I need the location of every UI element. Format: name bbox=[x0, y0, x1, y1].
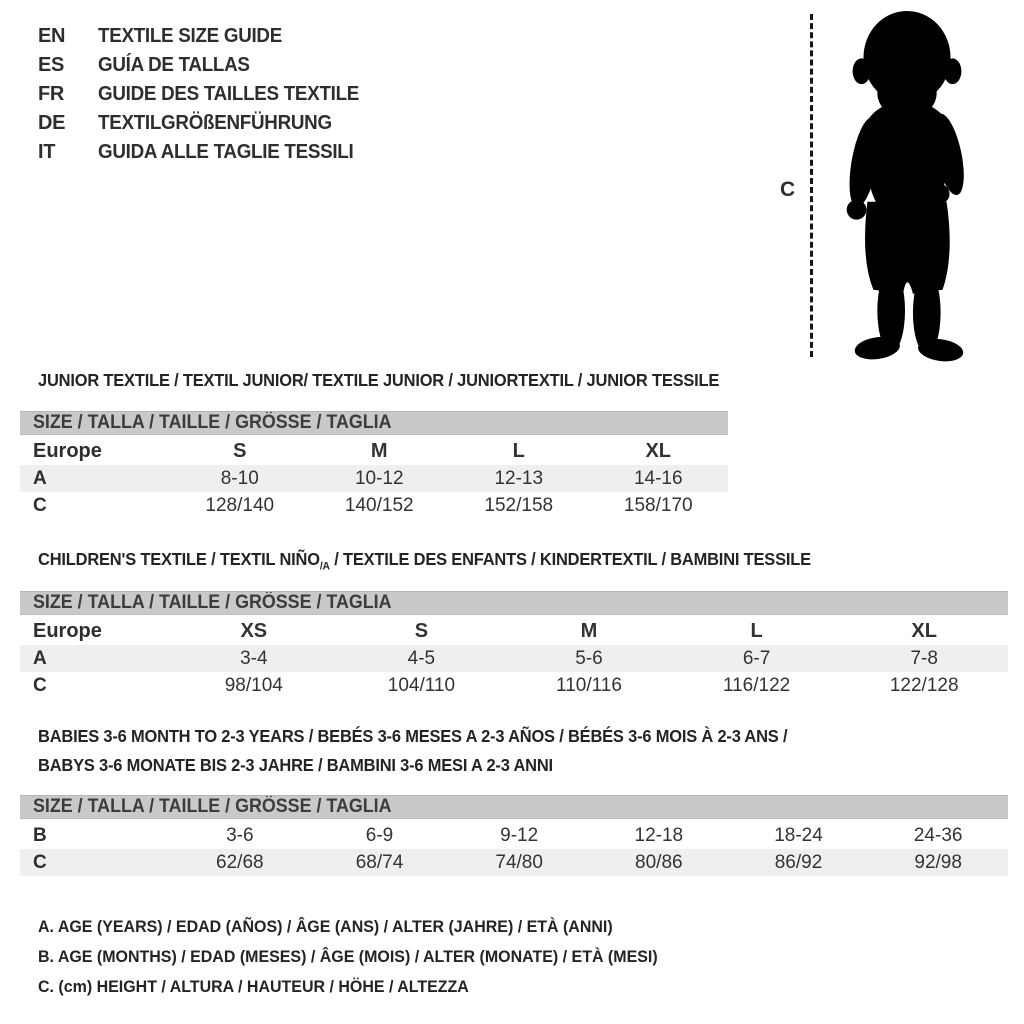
legend bbox=[38, 912, 697, 1002]
table-cell: 122/128 bbox=[889, 675, 959, 696]
junior-section-title: JUNIOR TEXTILE / TEXTIL JUNIOR/ TEXTILE JUNIOR / JUNIORTEXTIL / JUNIOR TESSILE bbox=[38, 370, 720, 390]
table-cell: 24-36 bbox=[913, 825, 963, 846]
table-row bbox=[20, 465, 728, 492]
table-cell: S bbox=[414, 620, 429, 642]
size-table-header: SIZE / TALLA / TAILLE / GRÖSSE / TAGLIA bbox=[20, 411, 728, 435]
table-cell: 6-9 bbox=[365, 825, 394, 846]
table-cell: XS bbox=[240, 620, 268, 642]
guide-title: GUÍA DE TALLAS bbox=[98, 54, 250, 76]
table-cell: 158/170 bbox=[623, 495, 693, 516]
language-code: DE bbox=[38, 112, 66, 134]
table-cell: 92/98 bbox=[914, 852, 962, 873]
table-row bbox=[20, 822, 1008, 849]
table-cell: 10-12 bbox=[354, 468, 404, 489]
language-row bbox=[38, 80, 376, 109]
junior-size-table bbox=[20, 411, 728, 519]
size-table-header: SIZE / TALLA / TAILLE / GRÖSSE / TAGLIA bbox=[20, 795, 1008, 819]
table-cell: 12-13 bbox=[494, 468, 544, 489]
table-cell: M bbox=[580, 620, 598, 642]
guide-title: GUIDA ALLE TAGLIE TESSILI bbox=[98, 141, 354, 163]
language-code: EN bbox=[38, 25, 66, 47]
language-code: FR bbox=[38, 83, 65, 105]
table-cell: 110/116 bbox=[556, 675, 622, 696]
table-cell: 152/158 bbox=[484, 495, 554, 516]
table-row bbox=[20, 492, 728, 519]
table-cell: 80/86 bbox=[635, 852, 683, 873]
height-dotted-line bbox=[810, 14, 813, 357]
toddler-silhouette-icon bbox=[822, 6, 992, 362]
language-code: IT bbox=[38, 141, 56, 163]
table-cell: 9-12 bbox=[500, 825, 539, 846]
table-cell: 62/68 bbox=[216, 852, 264, 873]
table-cell: S bbox=[233, 440, 247, 462]
table-row bbox=[20, 618, 1008, 645]
table-row bbox=[20, 438, 728, 465]
table-cell: 3-6 bbox=[226, 825, 254, 846]
table-cell: 7-8 bbox=[910, 648, 938, 669]
row-label: C bbox=[33, 495, 47, 516]
table-cell: M bbox=[370, 440, 388, 462]
legend-line-b: B. AGE (MONTHS) / EDAD (MESES) / ÂGE (MOIS) / ALTER (MONATE) / ETÀ (MESI) bbox=[38, 947, 658, 966]
babies-section-title-line2: BABYS 3-6 MONATE BIS 2-3 JAHRE / BAMBINI 3-6 MESI A 2-3 ANNI bbox=[38, 755, 553, 775]
legend-line-a: A. AGE (YEARS) / EDAD (AÑOS) / ÂGE (ANS) / ALTER (JAHRE) / ETÀ (ANNI) bbox=[38, 917, 613, 936]
table-cell: 3-4 bbox=[240, 648, 268, 669]
legend-line-c: C. (cm) HEIGHT / ALTURA / HAUTEUR / HÖHE / ALTEZZA bbox=[38, 977, 469, 996]
row-label: B bbox=[33, 825, 47, 846]
table-row bbox=[20, 672, 1008, 699]
table-cell: 4-5 bbox=[407, 648, 436, 669]
table-cell: 104/110 bbox=[387, 675, 456, 696]
children-size-table bbox=[20, 591, 1008, 699]
guide-title: TEXTILE SIZE GUIDE bbox=[98, 25, 282, 47]
table-cell: 6-7 bbox=[742, 648, 771, 669]
row-label: C bbox=[33, 852, 47, 873]
children-section-title: CHILDREN'S TEXTILE / TEXTIL $NIÑO_{/A}$ / TEXTILE DES ENFANTS / KINDERTEXTIL / BAMBINI TESSILE bbox=[38, 549, 811, 573]
table-row bbox=[20, 849, 1008, 876]
table-cell: L bbox=[512, 440, 525, 462]
row-label: A bbox=[33, 468, 47, 489]
table-cell: 116/122 bbox=[722, 675, 791, 696]
table-cell: 68/74 bbox=[355, 852, 404, 873]
table-cell: 74/80 bbox=[495, 852, 543, 873]
language-row bbox=[38, 109, 376, 138]
language-row bbox=[38, 138, 376, 167]
table-cell: 140/152 bbox=[344, 495, 414, 516]
language-row bbox=[38, 51, 376, 80]
language-code: ES bbox=[38, 54, 65, 76]
table-cell: 14-16 bbox=[633, 468, 683, 489]
language-row bbox=[38, 22, 376, 51]
table-cell: 98/104 bbox=[224, 675, 283, 696]
table-cell: 128/140 bbox=[205, 495, 275, 516]
table-cell: 8-10 bbox=[220, 468, 259, 489]
babies-section-title-line1: BABIES 3-6 MONTH TO 2-3 YEARS / BEBÉS 3-6 MESES A 2-3 AÑOS / BÉBÉS 3-6 MOIS À 2-3 ANS / bbox=[38, 726, 788, 746]
table-cell: 18-24 bbox=[774, 825, 823, 846]
row-label: A bbox=[33, 648, 47, 669]
table-cell: L bbox=[750, 620, 763, 642]
row-label: Europe bbox=[33, 620, 102, 642]
babies-size-table bbox=[20, 795, 1008, 876]
table-row bbox=[20, 645, 1008, 672]
height-measure-label: C bbox=[780, 178, 796, 201]
size-table-header: SIZE / TALLA / TAILLE / GRÖSSE / TAGLIA bbox=[20, 591, 1008, 615]
table-cell: XL bbox=[911, 620, 937, 642]
nino-a-subscript: /A bbox=[319, 560, 330, 573]
table-cell: 5-6 bbox=[575, 648, 603, 669]
row-label: C bbox=[33, 675, 47, 696]
language-title-list bbox=[38, 22, 376, 167]
table-cell: XL bbox=[645, 440, 672, 462]
row-label: Europe bbox=[33, 440, 102, 462]
guide-title: TEXTILGRÖßENFÜHRUNG bbox=[98, 112, 332, 134]
table-cell: 86/92 bbox=[774, 852, 823, 873]
guide-title: GUIDE DES TAILLES TEXTILE bbox=[98, 83, 360, 105]
table-cell: 12-18 bbox=[634, 825, 684, 846]
